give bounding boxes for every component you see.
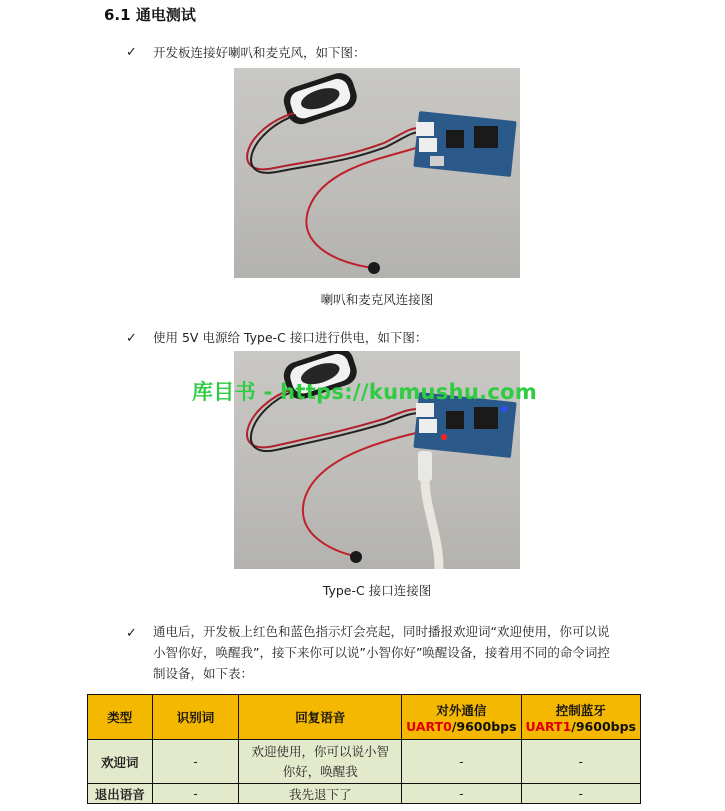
section-title: 通电测试 xyxy=(135,6,196,24)
checkmark-icon: ✓ xyxy=(126,626,137,641)
header-uart xyxy=(402,695,521,740)
uart-title: 对外通信 xyxy=(436,702,487,718)
bullet-line: 制设备，如下表： xyxy=(153,666,254,681)
reply-line: 欢迎使用，你可以说小智 xyxy=(251,743,389,759)
row-type: 欢迎词 xyxy=(88,740,153,784)
figure-caption-2: Type-C 接口连接图 xyxy=(322,583,432,598)
row-type: 退出语音 xyxy=(88,784,153,804)
watermark-text: 库目书 - https://kumushu.com xyxy=(192,380,538,404)
speaker-mic-photo xyxy=(234,68,520,278)
checkmark-icon: ✓ xyxy=(126,331,137,346)
command-table xyxy=(87,694,641,804)
bullet-text-3 xyxy=(153,621,610,684)
bullet-text-2: 使用 5V 电源给 Type-C 接口进行供电，如下图： xyxy=(153,330,428,345)
checkmark-icon: ✓ xyxy=(126,45,137,60)
row-keyword: - xyxy=(152,740,239,784)
section-heading xyxy=(104,4,196,25)
figure-caption-1: 喇叭和麦克风连接图 xyxy=(320,292,434,307)
speaker-mic-illustration xyxy=(234,68,520,278)
uart-baud: /9600bps xyxy=(451,718,517,734)
table-row xyxy=(88,784,641,804)
section-number: 6.1 xyxy=(104,6,131,24)
bullet-text-1: 开发板连接好喇叭和麦克风，如下图： xyxy=(153,45,366,60)
uart-spec xyxy=(406,719,516,734)
reply-line: 你好，唤醒我 xyxy=(282,763,358,779)
table-header-row xyxy=(88,695,641,740)
bt-baud: /9600bps xyxy=(571,718,636,734)
row-reply xyxy=(239,740,402,784)
row-keyword: - xyxy=(152,784,239,804)
row-bt: - xyxy=(521,784,640,804)
bullet-line: 通电后，开发板上红色和蓝色指示灯会亮起，同时播报欢迎词“欢迎使用，你可以说 xyxy=(153,624,610,639)
row-uart: - xyxy=(402,784,521,804)
header-reply: 回复语音 xyxy=(239,695,402,740)
table-row xyxy=(88,740,641,784)
uart-port: UART0 xyxy=(406,718,452,734)
header-type: 类型 xyxy=(88,695,153,740)
header-bluetooth xyxy=(521,695,640,740)
bullet-line: 小智你好，唤醒我”，接下来你可以说”小智你好”唤醒设备，接着用不同的命令词控 xyxy=(153,645,610,660)
header-keyword: 识别词 xyxy=(152,695,239,740)
bt-title: 控制蓝牙 xyxy=(555,702,606,718)
bt-spec xyxy=(526,719,636,734)
row-bt: - xyxy=(521,740,640,784)
bt-port: UART1 xyxy=(525,718,572,734)
row-reply: 我先退下了 xyxy=(239,784,402,804)
row-uart: - xyxy=(402,740,521,784)
